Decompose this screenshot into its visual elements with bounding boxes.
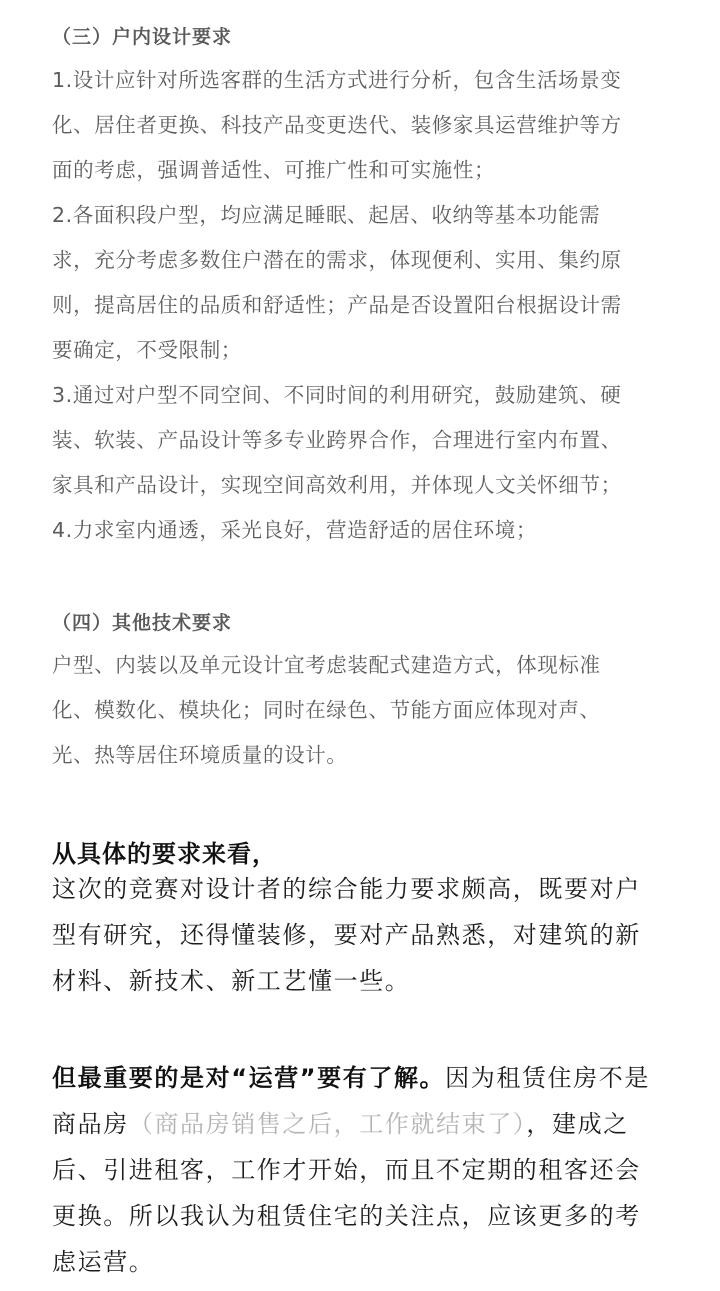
text-line: 面的考虑，强调普适性、可推广性和可实施性； bbox=[52, 158, 496, 182]
text-line: 家具和产品设计，实现空间高效利用，并体现人文关怀细节； bbox=[52, 473, 622, 497]
text-fragment: 商品房 bbox=[52, 1110, 129, 1138]
text-line: 2.各面积段户型，均应满足睡眠、起居、收纳等基本功能需 bbox=[52, 203, 601, 227]
text-line: 4.力求室内通透，采光良好，营造舒适的居住环境； bbox=[52, 518, 537, 542]
aside-note: （商品房销售之后，工作就结束了） bbox=[128, 1110, 527, 1138]
text-line: 后、引进租客，工作才开始，而且不定期的租客还会 bbox=[52, 1156, 641, 1184]
text-line: 要确定，不受限制； bbox=[52, 338, 242, 362]
section-4-heading: （四）其他技术要求 bbox=[52, 612, 233, 634]
section-3-item-3 bbox=[52, 373, 672, 508]
text-fragment: ，建成之 bbox=[526, 1110, 629, 1138]
text-line: 化、模数化、模块化；同时在绿色、节能方面应体现对声、 bbox=[52, 698, 601, 722]
text-line: 更换。所以我认为租赁住宅的关注点，应该更多的考 bbox=[52, 1202, 641, 1230]
text-line: 这次的竞赛对设计者的综合能力要求颇高，既要对户 bbox=[52, 875, 641, 903]
text-line bbox=[52, 1101, 672, 1147]
text-fragment: 因为租赁住房不是 bbox=[445, 1064, 650, 1092]
commentary-paragraph-2 bbox=[52, 1055, 672, 1285]
section-4-paragraph bbox=[52, 643, 672, 778]
text-line: 型有研究，还得懂装修，要对产品熟悉，对建筑的新 bbox=[52, 921, 641, 949]
text-line bbox=[52, 1055, 672, 1101]
text-line: 化、居住者更换、科技产品变更迭代、装修家具运营维护等方 bbox=[52, 113, 622, 137]
emphasis-text: 但最重要的是对“运营”要有了解。 bbox=[52, 1064, 446, 1092]
commentary-paragraph-1 bbox=[52, 866, 672, 1004]
section-3-heading: （三）户内设计要求 bbox=[52, 26, 233, 48]
text-line: 则，提高居住的品质和舒适性；产品是否设置阳台根据设计需 bbox=[52, 293, 622, 317]
text-line: 装、软装、产品设计等多专业跨界合作，合理进行室内布置、 bbox=[52, 428, 622, 452]
section-3-item-1 bbox=[52, 58, 672, 193]
section-3-item-4 bbox=[52, 508, 672, 553]
text-line: 求，充分考虑多数住户潜在的需求，体现便利、实用、集约原 bbox=[52, 248, 622, 272]
text-line: 户型、内装以及单元设计宜考虑装配式建造方式，体现标准 bbox=[52, 653, 601, 677]
text-line: 虑运营。 bbox=[52, 1248, 155, 1276]
text-line: 光、热等居住环境质量的设计。 bbox=[52, 743, 348, 767]
section-3-item-2 bbox=[52, 193, 672, 373]
text-line: 1.设计应针对所选客群的生活方式进行分析，包含生活场景变 bbox=[52, 68, 622, 92]
text-line: 3.通过对户型不同空间、不同时间的利用研究，鼓励建筑、硬 bbox=[52, 383, 622, 407]
commentary-heading: 从具体的要求来看， bbox=[52, 840, 277, 868]
text-line: 材料、新技术、新工艺懂一些。 bbox=[52, 967, 411, 995]
